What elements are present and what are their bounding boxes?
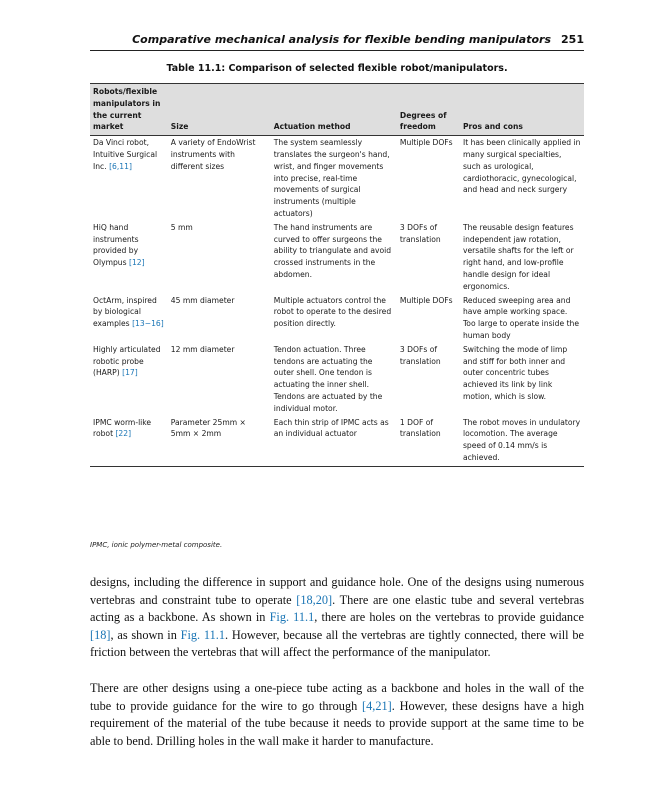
cell-robot: Highly articulated robotic probe (HARP) [17] [93, 344, 161, 378]
table-row [90, 416, 584, 467]
comparison-table [90, 83, 584, 467]
page-number: 251 [561, 33, 584, 46]
column-header-dof: Degrees of freedom [397, 84, 460, 136]
cell-pros-cons: The reusable design features independent jaw rotation, versatile shafts for the left or right hand, and low-profile handle design for ideal ergonomics. [462, 222, 574, 291]
table-header-row [90, 84, 584, 136]
body-paragraph: There are other designs using a one-piece tube acting as a backbone and holes in the wall of the tube to provide guidance for the wire to go through [4,21]. However, these designs have a high requirement of the material of the tube because it needs to provide support at the same time to be able to bend. Drilling holes in the wall make it harder to manufacture. [90, 681, 584, 748]
cell-robot: Da Vinci robot, Intuitive Surgical Inc. [6,11] [93, 138, 158, 171]
citation-link[interactable]: [22] [115, 429, 132, 439]
cell-pros-cons: Reduced sweeping area and have ample working space. Too large to operate inside the human body [462, 295, 580, 340]
cell-size: Parameter 25mm × 5mm × 2mm [168, 416, 271, 467]
header-rule [90, 50, 584, 51]
citation-link[interactable]: [6,11] [109, 161, 132, 171]
cell-actuation: The system seamlessly translates the surgeon's hand, wrist, and finger movements into precise, real-time movements of surgical instruments (multiple actuators) [273, 138, 390, 218]
cell-dof: 3 DOFs of translation [399, 222, 441, 244]
column-header-actuation: Actuation method [271, 84, 397, 136]
cell-actuation: Each thin strip of IPMC acts as an individual actuator [271, 416, 397, 467]
cell-robot: OctArm, inspired by biological examples [13−16] [93, 295, 164, 329]
table-row [90, 343, 584, 416]
cell-robot: HiQ hand instruments provided by Olympus [12] [93, 222, 145, 268]
cell-size: 12 mm diameter [170, 344, 235, 354]
citation-link[interactable]: [12] [129, 258, 145, 268]
table-row [90, 221, 584, 294]
citation-link[interactable]: [17] [122, 368, 138, 378]
table-row [90, 136, 584, 221]
running-header [90, 33, 584, 46]
citation-link[interactable]: [13−16] [132, 319, 164, 329]
cell-pros-cons: Switching the mode of limp and stiff for both inner and outer concentric tubes achieved its link by link motion, which is slow. [462, 344, 568, 401]
cell-actuation: Tendon actuation. Three tendons are actuating the outer shell. One tendon is actuating the inner shell. Tendons are actuated by the individual motor. [273, 344, 383, 413]
citation-link[interactable]: [18,20] [296, 592, 333, 607]
cell-size: 45 mm diameter [170, 295, 235, 305]
cell-pros-cons: It has been clinically applied in many surgical specialties, such as urological, cardiothoracic, gynecological, and head and neck surgery [462, 138, 581, 195]
cell-dof: Multiple DOFs [399, 138, 453, 148]
body-paragraph: designs, including the difference in support and guidance hole. One of the designs using numerous vertebras and constraint tube to operate [18,20]. There are one elastic tube and several vertebras acting as a backbone. As shown in Fig. 11.1, there are holes on the vertebras to provide guidance [18], as shown in Fig. 11.1. However, because all the vertebras are tightly connected, there will be friction between the vertebras that will affect the performance of the manipulator. [90, 575, 584, 659]
table-row [90, 294, 584, 343]
citation-link[interactable]: [18] [90, 627, 111, 642]
cell-dof: 1 DOF of translation [397, 416, 460, 467]
column-header-robot: Robots/flexible manipulators in the current market [90, 84, 168, 136]
cell-size: 5 mm [170, 222, 193, 232]
cell-actuation: The hand instruments are curved to offer surgeons the ability to triangulate and avoid crossed instruments in the abdomen. [273, 222, 392, 279]
cell-dof: 3 DOFs of translation [399, 344, 441, 366]
column-header-pros-cons: Pros and cons [460, 84, 584, 136]
cell-pros-cons: The robot moves in undulatory locomotion. The average speed of 0.14 mm/s is achieved. [460, 416, 584, 467]
figure-link[interactable]: Fig. 11.1 [180, 627, 225, 642]
cell-dof: Multiple DOFs [399, 295, 453, 305]
table-caption: Table 11.1: Comparison of selected flexible robot/manipulators. [166, 63, 508, 74]
citation-link[interactable]: [4,21] [362, 698, 392, 713]
running-title: Comparative mechanical analysis for flexible bending manipulators [132, 33, 552, 46]
column-header-size: Size [168, 84, 271, 136]
cell-robot: IPMC worm-like robot [22] [90, 416, 168, 467]
cell-size: A variety of EndoWrist instruments with different sizes [170, 138, 256, 171]
figure-link[interactable]: Fig. 11.1 [269, 610, 315, 624]
cell-actuation: Multiple actuators control the robot to operate to the desired position directly. [273, 295, 392, 329]
table-footnote: IPMC, ionic polymer-metal composite. [90, 541, 223, 549]
